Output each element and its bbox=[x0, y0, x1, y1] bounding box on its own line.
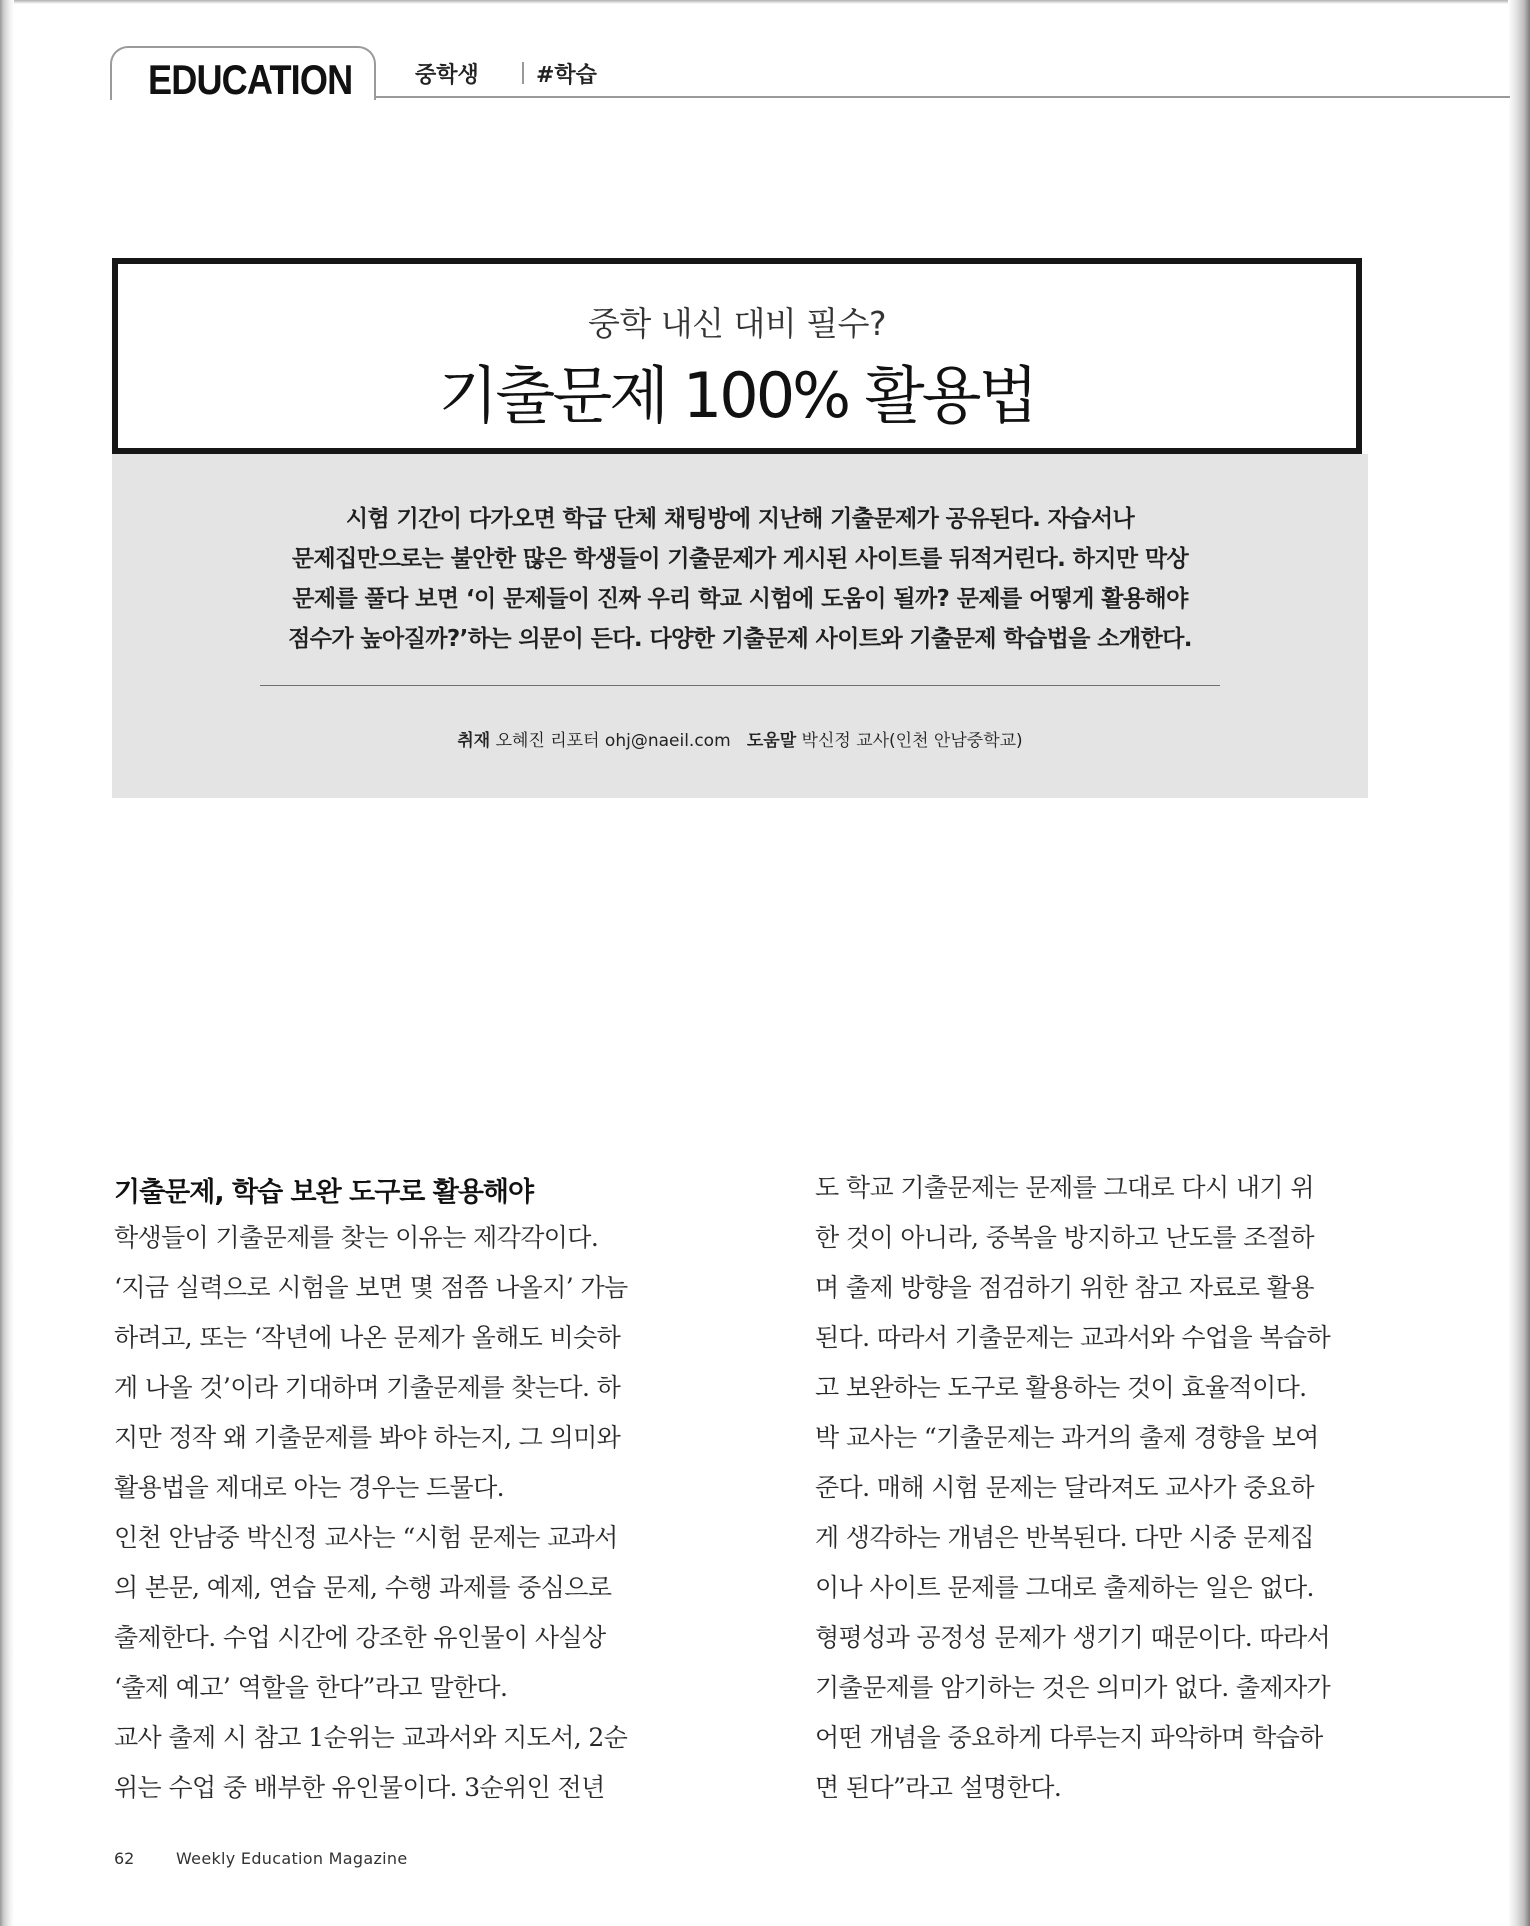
category-label: 중학생 bbox=[415, 63, 479, 88]
header-separator bbox=[522, 62, 524, 84]
body-line: 활용법을 제대로 아는 경우는 드물다. bbox=[114, 1473, 504, 1502]
magazine-name: Weekly Education Magazine bbox=[176, 1849, 408, 1868]
body-line: 도 학교 기출문제는 문제를 그대로 다시 내기 위 bbox=[815, 1173, 1314, 1202]
body-line: 고 보완하는 도구로 활용하는 것이 효율적이다. bbox=[815, 1373, 1307, 1402]
body-line: 의 본문, 예제, 연습 문제, 수행 과제를 중심으로 bbox=[114, 1573, 612, 1602]
article-title: 기출문제 100% 활용법 bbox=[438, 359, 1036, 432]
body-line: 박 교사는 “기출문제는 과거의 출제 경향을 보여 bbox=[815, 1423, 1319, 1452]
advisor-label: 도움말 bbox=[746, 731, 797, 751]
body-line: 어떤 개념을 중요하게 다루는지 파악하며 학습하 bbox=[815, 1723, 1323, 1752]
body-line: 게 생각하는 개념은 반복된다. 다만 시중 문제집 bbox=[815, 1523, 1314, 1552]
lead-line: 시험 기간이 다가오면 학급 단체 채팅방에 지난해 기출문제가 공유된다. 자습서나 bbox=[345, 506, 1135, 532]
body-line: 며 출제 방향을 점검하기 위한 참고 자료로 활용 bbox=[815, 1273, 1314, 1302]
article-credits bbox=[112, 726, 1368, 751]
lead-line: 문제집만으로는 불안한 많은 학생들이 기출문제가 게시된 사이트를 뒤적거린다. 하지만 막상 bbox=[291, 546, 1189, 572]
body-line: 면 된다”라고 설명한다. bbox=[815, 1773, 1062, 1802]
body-line: 지만 정작 왜 기출문제를 봐야 하는지, 그 의미와 bbox=[114, 1423, 621, 1452]
lead-line: 문제를 풀다 보면 ‘이 문제들이 진짜 우리 학교 시험에 도움이 될까? 문제를 어떻게 활용해야 bbox=[292, 586, 1188, 612]
section-heading: 기출문제, 학습 보완 도구로 활용해야 bbox=[114, 1177, 534, 1208]
body-line: 출제한다. 수업 시간에 강조한 유인물이 사실상 bbox=[114, 1623, 606, 1652]
page-edge-right bbox=[1508, 0, 1530, 1926]
body-line: 위는 수업 중 배부한 유인물이다. 3순위인 전년 bbox=[114, 1773, 605, 1802]
header-rule bbox=[370, 96, 1510, 98]
body-line: 인천 안남중 박신정 교사는 “시험 문제는 교과서 bbox=[114, 1523, 618, 1552]
hashtag-label: #학습 bbox=[536, 63, 597, 88]
body-line: 한 것이 아니라, 중복을 방지하고 난도를 조절하 bbox=[815, 1223, 1314, 1252]
article-subtitle: 중학 내신 대비 필수? bbox=[587, 304, 886, 343]
page-edge-left bbox=[0, 0, 14, 1926]
body-line: 하려고, 또는 ‘작년에 나온 문제가 올해도 비슷하 bbox=[114, 1323, 621, 1352]
body-line: 기출문제를 암기하는 것은 의미가 없다. 출제자가 bbox=[815, 1673, 1331, 1702]
body-line: 학생들이 기출문제를 찾는 이유는 제각각이다. bbox=[114, 1223, 599, 1252]
body-line: ‘지금 실력으로 시험을 보면 몇 점쯤 나올지’ 가늠 bbox=[114, 1273, 628, 1302]
advisor-info: 박신정 교사(인천 안남중학교) bbox=[801, 731, 1023, 751]
body-line: 교사 출제 시 참고 1순위는 교과서와 지도서, 2순 bbox=[114, 1723, 628, 1752]
lead-line: 점수가 높아질까?’하는 의문이 든다. 다양한 기출문제 사이트와 기출문제 학습법을 소개한다. bbox=[288, 626, 1192, 652]
page-edge-top bbox=[0, 0, 1530, 4]
section-label: EDUCATION bbox=[148, 56, 353, 103]
lead-divider bbox=[260, 685, 1220, 686]
body-line: 된다. 따라서 기출문제는 교과서와 수업을 복습하 bbox=[815, 1323, 1331, 1352]
body-line: ‘출제 예고’ 역할을 한다”라고 말한다. bbox=[114, 1673, 508, 1702]
body-line: 이나 사이트 문제를 그대로 출제하는 일은 없다. bbox=[815, 1573, 1314, 1602]
body-line: 게 나올 것’이라 기대하며 기출문제를 찾는다. 하 bbox=[114, 1373, 621, 1402]
page-number: 62 bbox=[114, 1849, 135, 1868]
reporter-info: 오혜진 리포터 ohj@naeil.com bbox=[495, 731, 731, 751]
body-line: 준다. 매해 시험 문제는 달라져도 교사가 중요하 bbox=[815, 1473, 1314, 1502]
body-line: 형평성과 공정성 문제가 생기기 때문이다. 따라서 bbox=[815, 1623, 1331, 1652]
reporter-label: 취재 bbox=[457, 731, 491, 751]
